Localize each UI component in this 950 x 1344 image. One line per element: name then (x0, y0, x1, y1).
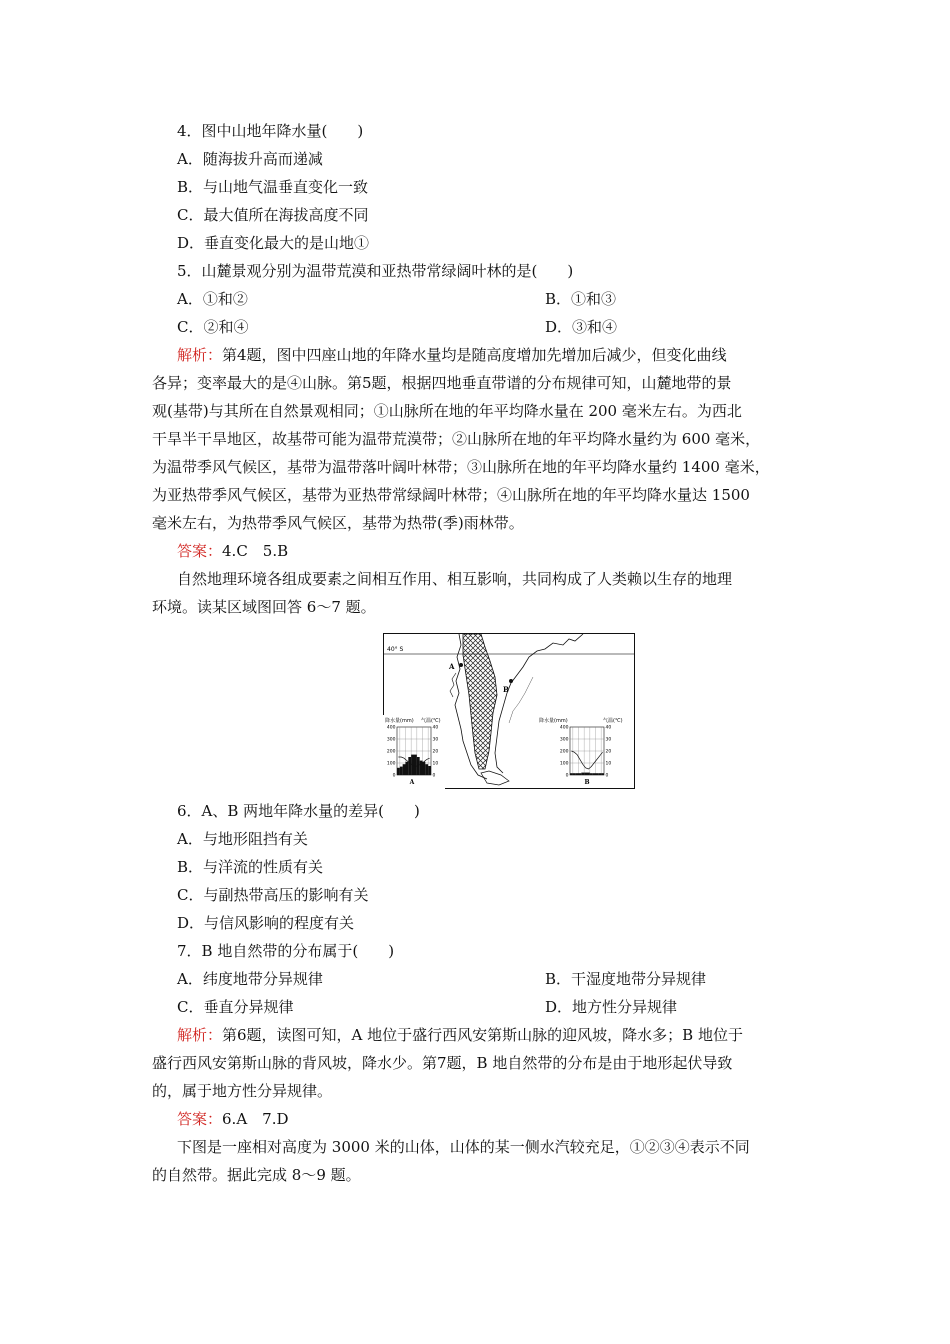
answer1 (177, 541, 288, 561)
q4-option-b: B．与山地气温垂直变化一致 (177, 178, 369, 196)
chartA-right-tick: 0 (432, 773, 436, 779)
chartB-precip-bar (581, 773, 584, 775)
analysis1-line-2: 各异；变率最大的是④山脉。第5题，根据四地垂直带谱的分布规律可知，山麓地带的景 (152, 374, 732, 392)
chartB-left-tick: 0 (565, 773, 569, 779)
analysis1-text-1: 第4题，图中四座山地的年降水量均是随高度增加先增加后减少，但变化曲线 (222, 346, 727, 364)
q6-stem: 6．A、B 两地年降水量的差异( ) (177, 802, 420, 820)
q5-option-b: B．①和③ (545, 290, 617, 308)
intro2-line-1: 下图是一座相对高度为 3000 米的山体，山体的某一侧水汽较充足，①②③④表示不同 (177, 1138, 750, 1156)
chartA-precip-bar (420, 761, 423, 775)
chartB-precip-bar (601, 773, 604, 775)
intro2-line-2: 的自然带。据此完成 8～9 题。 (152, 1166, 361, 1184)
q7-stem: 7．B 地自然带的分布属于( ) (177, 942, 395, 960)
chartA-precip-bar (397, 768, 400, 775)
q4-stem: 4．图中山地年降水量( ) (177, 122, 364, 140)
q4-option-a: A．随海拔升高而递减 (177, 150, 323, 168)
q7-option-d: D．地方性分异规律 (545, 998, 678, 1016)
q5-option-a: A．①和② (177, 290, 248, 308)
chartB-precip-bar (593, 773, 596, 775)
chartA-precip-bar (428, 766, 431, 775)
chartA-right-tick: 20 (432, 749, 439, 755)
chart-a-left-label: 降水量(mm) (385, 718, 414, 724)
analysis2-line-2: 盛行西风安第斯山脉的背风坡，降水少。第7题，B 地自然带的分布是由于地形起伏导致 (152, 1054, 733, 1072)
chartB-precip-bar (579, 773, 582, 775)
analysis1-line-5: 为温带季风气候区，基带为温带落叶阔叶林带；③山脉所在地的年平均降水量约 1400 毫米， (152, 458, 770, 476)
answer2 (177, 1109, 289, 1129)
chartA-left-tick: 400 (386, 725, 396, 731)
answer2-label: 答案： (177, 1110, 223, 1128)
chartB-right-tick: 20 (605, 749, 612, 755)
chartB-left-tick: 300 (559, 737, 569, 743)
chartA-precip-bar (406, 762, 409, 775)
q6-option-d: D．与信风影响的程度有关 (177, 914, 355, 932)
chart-b-right-label: 气温(℃) (603, 718, 623, 724)
chartB-left-tick: 400 (559, 725, 569, 731)
chartA-right-tick: 10 (432, 761, 439, 767)
climate-chart-b (533, 715, 634, 788)
intro1-line-1: 自然地理环境各组成要素之间相互作用、相互影响，共同构成了人类赖以生存的地理 (177, 570, 733, 588)
analysis1-line-3: 观(基带)与其所在自然景观相同；①山脉所在地的年平均降水量在 200 毫米左右。为西北 (152, 402, 742, 420)
point-b-label: B (503, 685, 509, 694)
analysis1-line-4: 干旱半干旱地区，故基带可能为温带荒漠带；②山脉所在地的年平均降水量约为 600 毫米， (152, 430, 761, 448)
q6-option-a: A．与地形阻挡有关 (177, 830, 308, 848)
answer1-label: 答案： (177, 542, 223, 560)
chartA-precip-bar (414, 755, 417, 775)
q4-option-d: D．垂直变化最大的是山地① (177, 234, 370, 252)
chartA-precip-bar (423, 762, 426, 775)
chart-a-caption: A (409, 779, 415, 786)
chartA-precip-bar (403, 764, 406, 775)
analysis2-label: 解析： (177, 1026, 223, 1044)
chartA-left-tick: 300 (386, 737, 396, 743)
climate-chart-a (383, 715, 445, 789)
chartA-precip-bar (425, 764, 428, 775)
analysis1-line-7: 毫米左右，为热带季风气候区，基带为热带(季)雨林带。 (152, 514, 524, 532)
q7-option-b: B．干湿度地带分异规律 (545, 970, 707, 988)
q5-option-d: D．③和④ (545, 318, 618, 336)
chartB-right-tick: 10 (605, 761, 612, 767)
region-map (383, 633, 635, 789)
analysis2-line-1 (177, 1025, 743, 1045)
chartA-right-tick: 30 (432, 737, 439, 743)
chart-b-left-label: 降水量(mm) (539, 718, 568, 724)
chartB-left-tick: 100 (559, 761, 569, 767)
q5-option-c: C．②和④ (177, 318, 249, 336)
answer1-text: 4.C 5.B (222, 542, 289, 560)
chartB-right-tick: 40 (605, 725, 612, 731)
chartB-right-tick: 30 (605, 737, 612, 743)
analysis1-line-6: 为亚热带季风气候区，基带为亚热带常绿阔叶林带；④山脉所在地的年平均降水量达 1500 (152, 486, 750, 504)
q7-option-c: C．垂直分异规律 (177, 998, 294, 1016)
q6-option-b: B．与洋流的性质有关 (177, 858, 324, 876)
chartB-precip-bar (570, 773, 573, 775)
point-a-marker (459, 663, 463, 667)
chartA-left-tick: 200 (386, 749, 396, 755)
chartB-precip-bar (590, 773, 593, 775)
chartB-right-tick: 0 (605, 773, 609, 779)
q4-option-c: C．最大值所在海拔高度不同 (177, 206, 369, 224)
point-b-marker (509, 679, 513, 683)
chart-b-bg (533, 715, 634, 788)
chartA-left-tick: 0 (392, 773, 396, 779)
point-a-label: A (449, 662, 455, 671)
analysis1-line-1 (177, 345, 727, 365)
chart-b-caption: B (584, 779, 590, 786)
chart-a-right-label: 气温(℃) (421, 718, 441, 724)
chartB-precip-bar (587, 773, 590, 775)
chartB-left-tick: 200 (559, 749, 569, 755)
chartB-precip-bar (596, 773, 599, 775)
chartA-left-tick: 100 (386, 761, 396, 767)
analysis1-label: 解析： (177, 346, 223, 364)
analysis2-line-3: 的，属于地方性分异规律。 (152, 1082, 333, 1100)
chartB-precip-bar (576, 773, 579, 775)
latitude-label: 40° S (387, 646, 404, 653)
q5-stem: 5．山麓景观分别为温带荒漠和亚热带常绿阔叶林的是( ) (177, 262, 574, 280)
q7-option-a: A．纬度地带分异规律 (177, 970, 323, 988)
chartB-precip-bar (584, 773, 587, 775)
q6-option-c: C．与副热带高压的影响有关 (177, 886, 369, 904)
chartA-precip-bar (408, 757, 411, 775)
analysis2-text-1: 第6题，读图可知，A 地位于盛行西风安第斯山脉的迎风坡，降水多；B 地位于 (222, 1026, 743, 1044)
chartB-precip-bar (598, 773, 601, 775)
chartA-right-tick: 40 (432, 725, 439, 731)
answer2-text: 6.A 7.D (222, 1110, 289, 1128)
intro1-line-2: 环境。读某区域图回答 6～7 题。 (152, 598, 376, 616)
chartB-precip-bar (573, 773, 576, 775)
chartA-precip-bar (400, 767, 403, 775)
